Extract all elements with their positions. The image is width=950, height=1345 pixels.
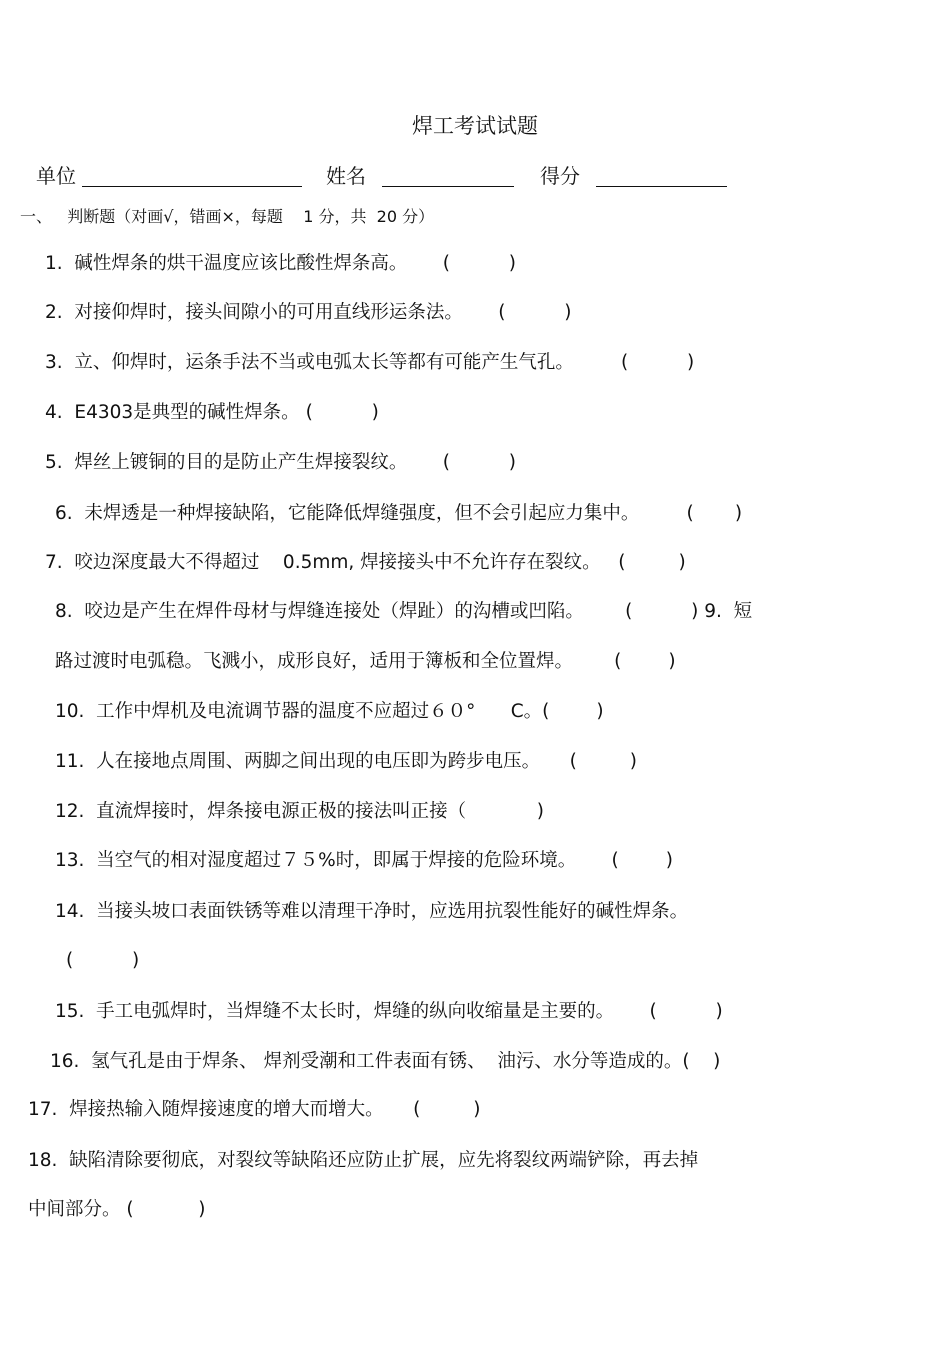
score-blank — [596, 186, 727, 187]
question-item: 4. E4303是典型的碱性焊条。 ( ) — [45, 402, 379, 423]
name-blank — [382, 186, 514, 187]
question-item: ( ) — [66, 950, 140, 971]
page-title: 焊工考试试题 — [412, 114, 538, 138]
unit-blank — [82, 186, 302, 187]
question-item: 17. 焊接热输入随焊接速度的增大而增大。 ( ) — [28, 1099, 481, 1120]
question-item: 8. 咬边是产生在焊件母材与焊缝连接处（焊趾）的沟槽或凹陷。 ( ) 9. 短 — [55, 601, 753, 622]
score-label: 得分 — [540, 164, 580, 188]
question-item: 11. 人在接地点周围、两脚之间出现的电压即为跨步电压。 ( ) — [55, 751, 637, 772]
question-item: 18. 缺陷清除要彻底，对裂纹等缺陷还应防止扩展，应先将裂纹两端铲除，再去掉 — [28, 1150, 699, 1171]
question-item: 13. 当空气的相对湿度超过７５%时，即属于焊接的危险环境。 ( ) — [55, 850, 674, 871]
unit-label: 单位 — [36, 164, 76, 188]
name-label: 姓名 — [326, 164, 366, 188]
question-item: 15. 手工电弧焊时，当焊缝不太长时，焊缝的纵向收缩量是主要的。 ( ) — [55, 1001, 723, 1022]
question-item: 14. 当接头坡口表面铁锈等难以清理干净时，应选用抗裂性能好的碱性焊条。 — [55, 901, 689, 922]
question-item: 5. 焊丝上镀铜的目的是防止产生焊接裂纹。 ( ) — [45, 452, 516, 473]
question-item: 路过渡时电弧稳。飞溅小，成形良好，适用于簿板和全位置焊。 ( ) — [55, 651, 676, 672]
question-item: 10. 工作中焊机及电流调节器的温度不应超过６０° C。( ) — [55, 701, 604, 722]
question-item: 7. 咬边深度最大不得超过 0.5mm, 焊接接头中不允许存在裂纹。 ( ) — [45, 552, 686, 573]
section-heading: 一、 判断题（对画√，错画×，每题 1 分，共 20 分） — [20, 207, 435, 226]
question-item: 16. 氢气孔是由于焊条、 焊剂受潮和工件表面有锈、 油污、水分等造成的。( ) — [50, 1051, 721, 1072]
question-item: 6. 未焊透是一种焊接缺陷，它能降低焊缝强度，但不会引起应力集中。 ( ) — [55, 503, 743, 524]
question-item: 中间部分。 ( ) — [28, 1199, 206, 1220]
question-item: 12. 直流焊接时，焊条接电源正极的接法叫正接（ ) — [55, 801, 544, 822]
question-item: 2. 对接仰焊时，接头间隙小的可用直线形运条法。 ( ) — [45, 302, 572, 323]
question-item: 1. 碱性焊条的烘干温度应该比酸性焊条高。 ( ) — [45, 253, 516, 274]
question-item: 3. 立、仰焊时，运条手法不当或电弧太长等都有可能产生气孔。 ( ) — [45, 352, 695, 373]
